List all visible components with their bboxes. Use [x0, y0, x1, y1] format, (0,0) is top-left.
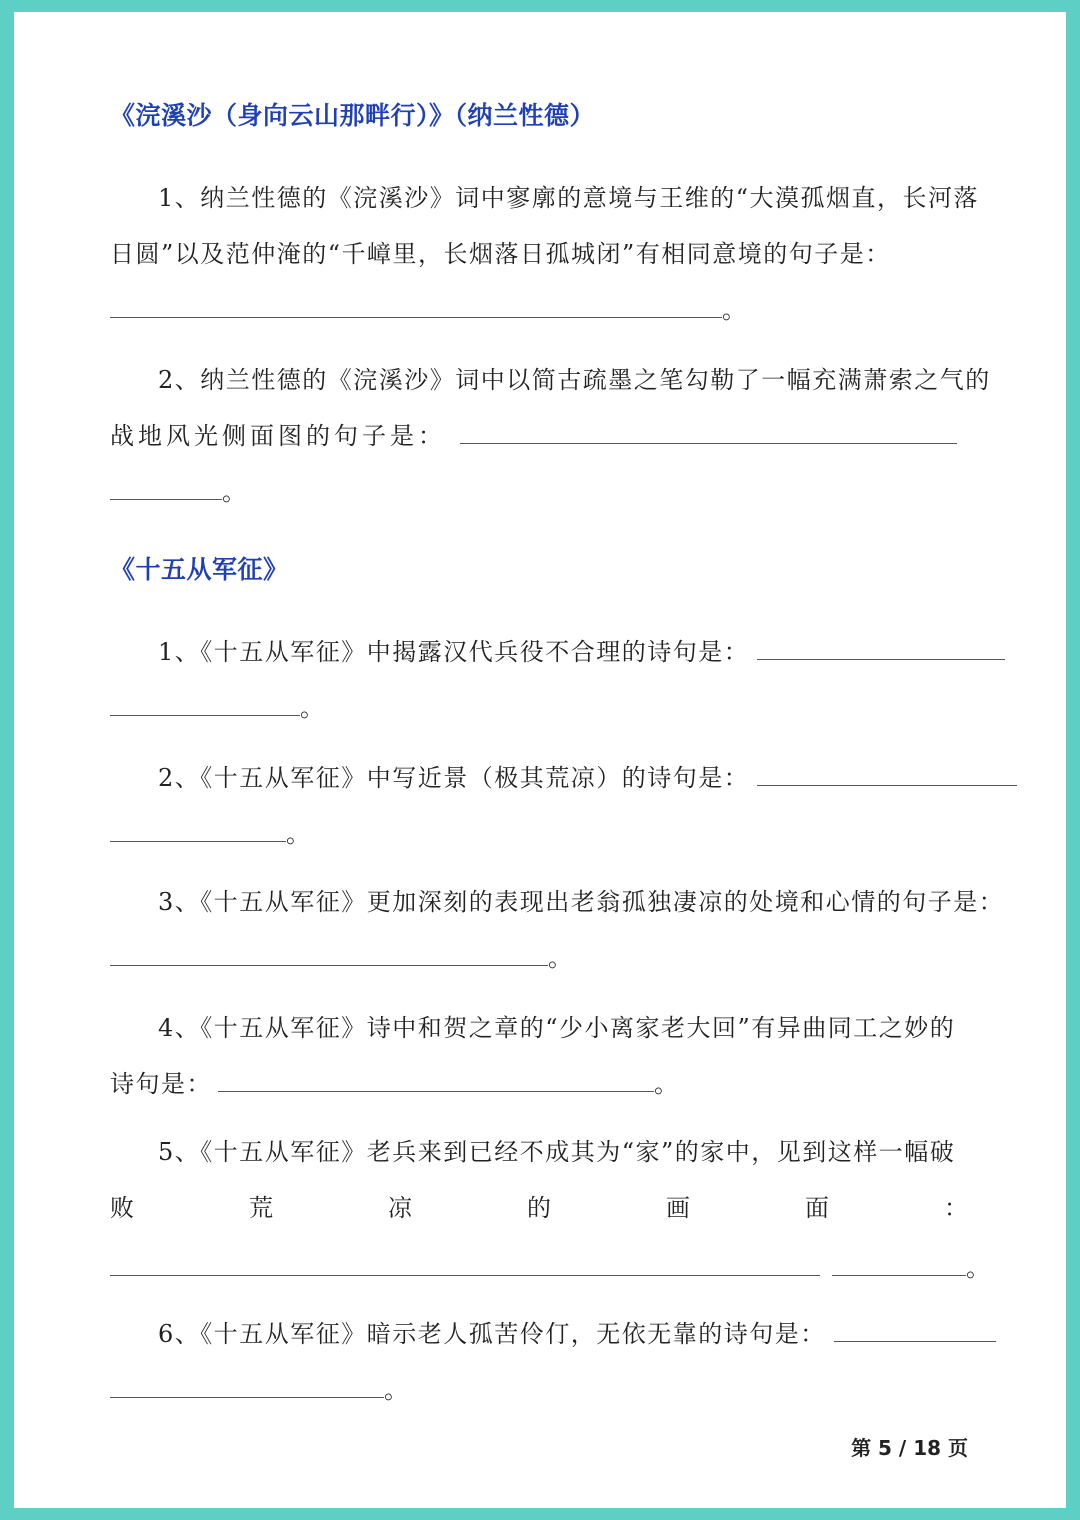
period: 。	[300, 694, 326, 722]
period: 。	[654, 1070, 680, 1098]
answer-blank[interactable]	[110, 475, 222, 500]
question-1-line-2: 日圆”以及范仲淹的“千嶂里，长烟落日孤城闭”有相同意境的句子是：	[110, 240, 891, 268]
s2-question-5-line-2	[110, 1188, 968, 1223]
answer-blank[interactable]	[110, 293, 722, 318]
s2-question-3: 3、《十五从军征》更加深刻的表现出老翁孤独凄凉的处境和心情的句子是：	[158, 888, 1005, 916]
section-title-shiwucongjunzheng: 《十五从军征》	[110, 555, 289, 584]
q5-char: 败	[110, 1194, 134, 1222]
answer-blank[interactable]	[832, 1251, 966, 1276]
question-2-answer	[110, 472, 248, 507]
answer-blank[interactable]	[218, 1067, 654, 1092]
answer-blank[interactable]	[110, 817, 286, 842]
s2-question-4-line-1: 4、《十五从军征》诗中和贺之章的“少小离家老大回”有异曲同工之妙的	[158, 1014, 956, 1042]
s2-question-1-prompt: 1、《十五从军征》中揭露汉代兵役不合理的诗句是：	[158, 638, 750, 666]
s2-question-6-answer	[110, 1370, 410, 1405]
period: 。	[286, 820, 312, 848]
s2-question-6-prompt: 6、《十五从军征》暗示老人孤苦伶仃，无依无靠的诗句是：	[158, 1320, 826, 1348]
s2-question-5-answer	[110, 1248, 992, 1283]
q5-char: ：	[944, 1194, 968, 1222]
s2-question-1-answer	[110, 688, 326, 723]
page-number: 第 5 / 18 页	[851, 1436, 968, 1460]
s2-question-1	[158, 632, 1005, 667]
answer-blank[interactable]	[110, 1373, 384, 1398]
section-title-huanxisha: 《浣溪沙（身向云山那畔行）》（纳兰性德）	[110, 101, 596, 130]
s2-question-3-answer	[110, 938, 574, 973]
answer-blank[interactable]	[757, 761, 1017, 786]
q5-char: 的	[527, 1194, 551, 1222]
s2-question-6	[158, 1314, 996, 1349]
period: 。	[722, 296, 748, 324]
answer-blank[interactable]	[757, 635, 1005, 660]
q5-char: 画	[666, 1194, 690, 1222]
answer-blank[interactable]	[110, 691, 300, 716]
question-2-prompt: 战地风光侧面图的句子是：	[110, 422, 446, 450]
period: 。	[966, 1254, 992, 1282]
answer-blank[interactable]	[110, 1251, 820, 1276]
q5-char: 荒	[249, 1194, 273, 1222]
answer-blank[interactable]	[110, 941, 548, 966]
answer-blank[interactable]	[460, 419, 957, 444]
s2-question-4-line-2	[110, 1064, 680, 1099]
period: 。	[222, 478, 248, 506]
s2-question-4-prompt: 诗句是：	[110, 1070, 212, 1098]
s2-question-5-line-1: 5、《十五从军征》老兵来到已经不成其为“家”的家中，见到这样一幅破	[158, 1138, 956, 1166]
q5-char: 凉	[388, 1194, 412, 1222]
question-1-answer	[110, 290, 748, 325]
s2-question-2-prompt: 2、《十五从军征》中写近景（极其荒凉）的诗句是：	[158, 764, 750, 792]
question-2-line-2	[110, 416, 957, 451]
question-2-line-1: 2、纳兰性德的《浣溪沙》词中以简古疏墨之笔勾勒了一幅充满萧索之气的	[158, 366, 991, 394]
q5-char: 面	[805, 1194, 829, 1222]
answer-blank[interactable]	[834, 1317, 996, 1342]
period: 。	[384, 1376, 410, 1404]
s2-question-2	[158, 758, 1017, 793]
s2-question-2-answer	[110, 814, 312, 849]
question-1-line-1: 1、纳兰性德的《浣溪沙》词中寥廓的意境与王维的“大漠孤烟直，长河落	[158, 184, 980, 212]
period: 。	[548, 944, 574, 972]
